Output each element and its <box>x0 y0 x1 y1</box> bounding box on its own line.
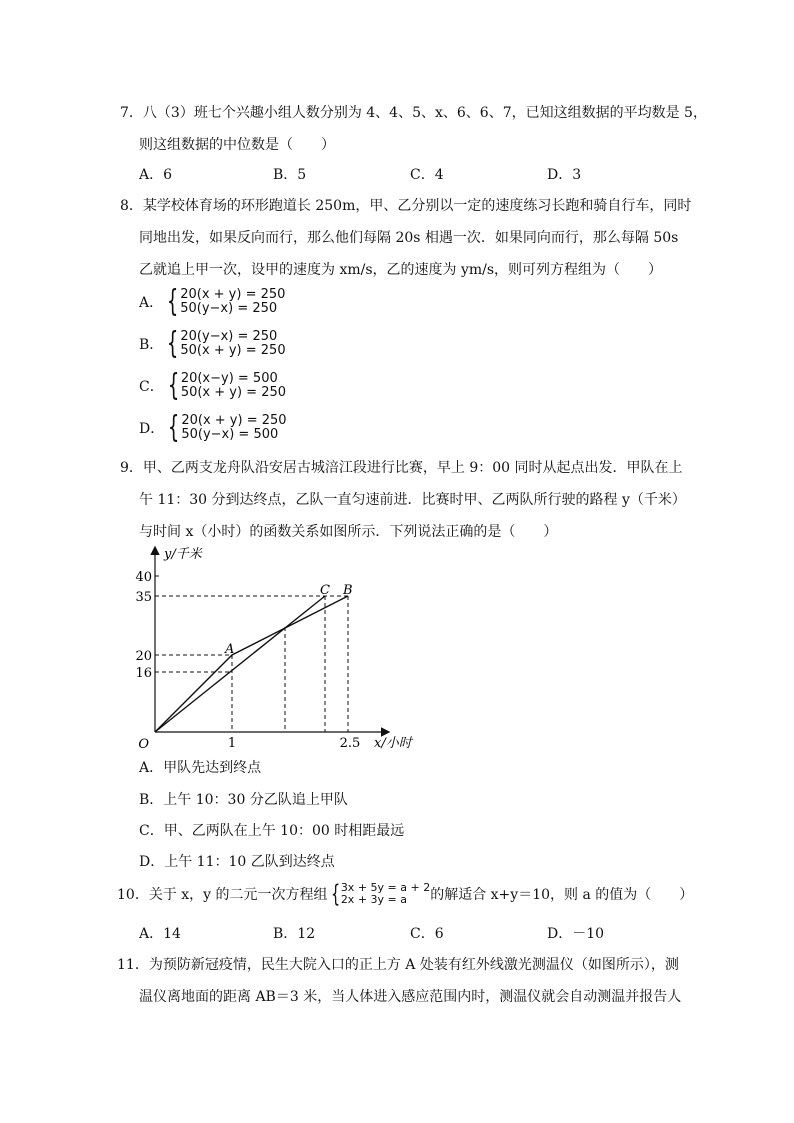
q8-option-b <box>139 326 286 361</box>
y-tick-label-35: 35 <box>135 590 152 605</box>
q8-option-d <box>139 410 287 445</box>
q7-line1: 7．八（3）班七个兴趣小组人数分别为 4、4、5、x、6、6、7，已知这组数据的平均数是 5， <box>120 105 707 121</box>
equation: 2x + 3y = a <box>340 893 407 906</box>
q7-option-b: B．5 <box>273 167 307 183</box>
q9-option-b: B．上午 10：30 分乙队追上甲队 <box>139 792 348 808</box>
q11-line1: 11．为预防新冠疫情，民生大院入口的正上方 A 处装有红外线激光测温仪（如图所示），测 <box>117 957 679 973</box>
q7-option-d: D．3 <box>547 167 582 183</box>
option-label: B． <box>139 337 164 353</box>
point-a-label: A <box>225 642 235 657</box>
q8-option-a <box>139 284 286 319</box>
q10-suffix: 的解适合 x+y＝10，则 a 的值为（ ） <box>430 887 694 903</box>
q10-option-c: C．6 <box>410 926 444 942</box>
equation: 50(y−x) = 250 <box>180 301 278 316</box>
q9-line2: 午 11：30 分到达终点，乙队一直匀速前进．比赛时甲、乙两队所行驶的路程 y（千米） <box>139 492 686 508</box>
q7-line2: 则这组数据的中位数是（ ） <box>139 137 335 153</box>
x-axis-label: x/小时 <box>374 736 412 751</box>
q7-option-a: A．6 <box>139 167 173 183</box>
option-label: D． <box>139 421 165 437</box>
brace: { <box>167 326 179 361</box>
q10-option-a: A．14 <box>139 926 181 942</box>
q9-option-d: D．上午 11：10 乙队到达终点 <box>139 854 335 870</box>
q9-option-a: A．甲队先达到终点 <box>139 760 262 776</box>
option-label: A． <box>139 295 164 311</box>
equation: 50(x + y) = 250 <box>180 385 287 400</box>
q11-line2: 温仪离地面的距离 AB＝3 米，当人体进入感应范围内时，测温仪就会自动测温并报告人 <box>139 989 682 1005</box>
q9-option-c: C．甲、乙两队在上午 10：00 时相距最远 <box>139 823 405 839</box>
brace: { <box>166 284 179 319</box>
point-c-label: C <box>320 583 330 598</box>
equation: 20(x + y) = 250 <box>180 287 286 302</box>
q10-option-d: D．－10 <box>547 926 605 942</box>
brace: { <box>167 368 179 403</box>
brace: { <box>168 410 180 445</box>
q8-line1: 8．某学校体育场的环形跑道长 250m，甲、乙分别以一定的速度练习长跑和骑自行车，同时 <box>120 198 692 214</box>
q9-line3: 与时间 x（小时）的函数关系如图所示．下列说法正确的是（ ） <box>139 524 558 540</box>
team-jia-line <box>155 596 348 732</box>
y-tick-label-16: 16 <box>135 666 152 681</box>
point-b-label: B <box>343 583 353 598</box>
y-tick-label-40: 40 <box>135 570 152 585</box>
equation: 3x + 5y = a + 2 <box>340 881 431 894</box>
x-tick-label-1: 1 <box>227 736 237 751</box>
option-label: C． <box>139 379 164 395</box>
q9-graph <box>130 540 430 755</box>
q8-line3: 乙就追上甲一次，设甲的速度为 xm/s，乙的速度为 ym/s，则可列方程组为（ ） <box>139 262 663 278</box>
y-tick-label-20: 20 <box>135 649 152 664</box>
q10-stem <box>117 882 693 906</box>
equation: 50(y−x) = 500 <box>181 427 279 442</box>
q10-option-b: B．12 <box>273 926 316 942</box>
equation: 20(x−y) = 500 <box>180 371 278 386</box>
origin-label: O <box>138 737 149 752</box>
q8-option-c <box>139 368 287 403</box>
brace: { <box>330 880 340 908</box>
team-yi-line <box>155 596 325 732</box>
equation: 20(x + y) = 250 <box>181 413 287 428</box>
x-tick-label-2-5: 2.5 <box>339 736 361 751</box>
equation: 20(y−x) = 250 <box>180 329 278 344</box>
y-axis-label: y/千米 <box>164 547 202 562</box>
q9-line1: 9．甲、乙两支龙舟队沿安居古城涪江段进行比赛，早上 9：00 同时从起点出发．甲队在上 <box>120 460 683 476</box>
q7-option-c: C．4 <box>410 167 444 183</box>
equation: 50(x + y) = 250 <box>180 343 286 358</box>
q8-line2: 同地出发，如果反向而行，那么他们每隔 20s 相遇一次．如果同向而行，那么每隔 50s <box>139 230 679 246</box>
q10-prefix: 10．关于 x，y 的二元一次方程组 <box>117 887 328 903</box>
